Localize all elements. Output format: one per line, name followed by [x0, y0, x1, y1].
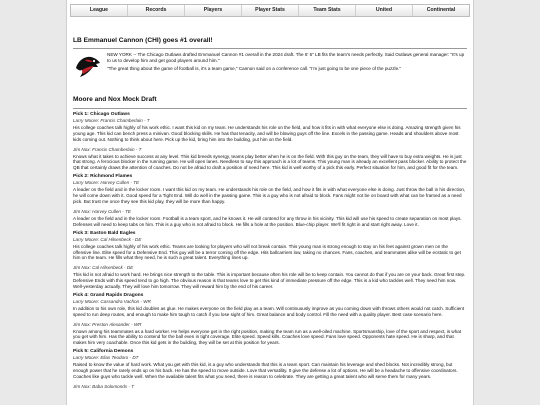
main-content	[67, 37, 473, 390]
analyst-line: Jim Nox: Harvey Cullen - TE	[73, 208, 131, 214]
top-nav	[70, 4, 470, 17]
analyst-line: Jim Nox: Francis Chamberlain - T	[73, 146, 142, 152]
mock-draft-list	[73, 112, 467, 390]
team-logo-icon	[73, 52, 103, 82]
draft-entry	[73, 293, 467, 346]
pick-title: Pick 2: Richmond Flames	[73, 174, 133, 180]
analyst-line: Larry Moore: Harvey Cullen - TE	[73, 180, 140, 186]
nav-records[interactable]: Records	[128, 5, 185, 16]
pick-title: Pick 1: Chicago Outlaws	[73, 111, 130, 117]
draft-entry	[73, 112, 467, 171]
analysis-text: Knows what it takes to achieve success at any level. This kid breeds synergy, teams play better when he is on the field. With this guy on the team, they will have to buy extra weights. He is just that strong. A ferocious blocker in the running game. He will open lanes. Needless to say this approach is a lot of teams. This young man is already an excellent pass blocker. Ability to protect the QB that certainly draws the attention of coaches. Do not be afraid to draft a position of need here. This kid is well worthy of a pick this early. Perfect situation for him, and good fit for the team.	[73, 153, 467, 171]
draft-entry	[73, 349, 467, 390]
analysis-text: Raised to know the value of hard work. What you get with this kid, is a guy who understands that this is a team sport. Can maintain his leverage and shed blocks. Not incredibly strong, but enough power that he rarely ends up on his back. He has the speed to move outside. Love that versatility. It give the defense a lot of options. He will be a headache to offensive coordinators. Coaches like guys who tackle well. When the available talent fits what you need, there is reason to celebrate. They are getting a great talent who will serve them for many years.	[73, 362, 458, 380]
story-paragraph: "The great thing about the game of football is, it's a team game," Cannon said on a conference call. "I'm just going to be one piece of the puzzle."	[107, 66, 402, 72]
nav-continental[interactable]: Continental	[426, 7, 456, 14]
analyst-line: Jim Nox: Cal Hilsenbeck - DE	[73, 265, 134, 271]
analysis-text: His college coaches talk highly of his work ethic. I want this kid on my team. He understands his role on the field, and how it fits in with what everyone else is doing. Amazing strength given his young age. This kid can bench press a minivan. Good blocking skills. He has that tenacity, and will be blowing guys off the line. Excels in the passing game. Heads and shoulders above most kids coming out. Nothing to think about here. Pick up the kid, bring him into the building, put him on the field.	[73, 125, 461, 142]
analysis-text: Known among his teammates as a hard worker. He helps everyone get in the right position, making the team run as a well-oiled machine. Sportsmanship, love of the sport and respect, is what you get with him. Has the ability to contend for the ball even in tight coverage. Elite speed. Speed kills. Coaches love speed. Fans love speed. Opponents hate speed. He is sharp, and that makes him very coachable. Once this kid gets in the building, they will be set at this position for years.	[73, 328, 462, 346]
analysis-text: A leader on the field and in the locker room. I want this kid on my team. He understands his role on the field, and how it fits in with what everyone else is doing. Just throw the ball in his direction, he will come down with it. Good speed for a Tight End. Will do well in the passing game. This is a guy who is not afraid to block. Fans might not be on board with what can be framed as a need pick. But trust me once they see this kid play, they will be more than happy.	[73, 187, 466, 205]
analysis-text: His college coaches talk highly of his work ethic. Teams are looking for players who will not break contain. This young man is strong enough to stay on his feet against grown men on the offensive line. Elite speed for a Defensive End. This guy will be a terror coming off the edge. Hits ballcarriers low, taking no chances. Fans, coaches, and teammates alike will be ecstatic to get him on the team. He fills what they need, he is such a great talent. Everything lines up.	[73, 243, 461, 261]
analyst-line: Larry Moore: Elias Teodoro - DT	[73, 355, 139, 361]
pick-title: Pick 5: California Demons	[73, 349, 134, 355]
story-headline: LB Emmanuel Cannon (CHI) goes #1 overall!	[73, 37, 213, 44]
nav-player-stats[interactable]: Player Stats	[242, 5, 299, 16]
draft-entry	[73, 231, 467, 290]
pick-title: Pick 3: Easton Bald Eagles	[73, 230, 136, 236]
story-paragraph: NEW YORK -- The Chicago Outlaws drafted Emmanuel Cannon #1 overall in the 2024 draft. The 6' 5" LB fits the team's needs perfectly. Said Outlaws general manager: "It's up to us to develop him and get good players around him."	[107, 52, 465, 64]
analyst-line: Larry Moore: Cassandra Vachon - WR	[73, 299, 151, 305]
section-divider	[73, 108, 467, 109]
story-block	[73, 52, 467, 82]
analysis-text: A leader on the field and in the locker room. Football is a team sport, and he knows it. He will contend for any throw in his vicinity. This kid will use his speed to create separation on most plays. Defenses will need to keep tabs on him. This is a guy who is not afraid to block. He fills a hole at the position. Blue-chip player. We'll fit right in and start right away. Love it.	[73, 215, 462, 227]
story-text	[107, 52, 467, 74]
analysis-text: In addition to his own role, this kid doubles as glue. He makes everyone on the field play as a team. Will continuously improve as you coming down with throws others would not catch. Sufficient speed to run deep routes, and enough to make him tough to catch if you lose sight of him. Great balance and body control. Fill the need with a quality player. Best case scenario here.	[73, 305, 465, 317]
draft-entry	[73, 174, 467, 227]
analyst-line: Larry Moore: Cal Hilsenbeck - DE	[73, 236, 142, 242]
nav-league[interactable]: League	[71, 5, 128, 16]
headline-divider	[73, 48, 467, 49]
mock-draft-title: Moore and Nox Mock Draft	[73, 96, 157, 104]
analyst-line: Jim Nox: Preston Alexander - WR	[73, 321, 142, 327]
analyst-line: Larry Moore: Francis Chamberlain - T	[73, 118, 150, 124]
pick-title: Pick 4: Grand Rapids Dragons	[73, 292, 144, 298]
page-container	[66, 0, 474, 405]
nav-united[interactable]: United	[356, 5, 413, 16]
nav-team-stats[interactable]: Team Stats	[299, 5, 356, 16]
nav-players[interactable]: Players	[185, 5, 242, 16]
analyst-line: Jim Nox: Baba Solomonds - T	[73, 383, 135, 389]
analysis-text: This kid is not afraid to work hard. He brings nice strength to the table. This is important because often his role will be to keep contain. You cannot do that if you are on your back. Great first step. Defensive Ends with this speed tend to go high. The obvious reason is that teams love to get this kind of immediate pressure off the edge. This is a kid who tackles well. They need him now. Well-yesterday actually. They will love him tomorrow. They will reward him by the end of his career.	[73, 272, 466, 289]
